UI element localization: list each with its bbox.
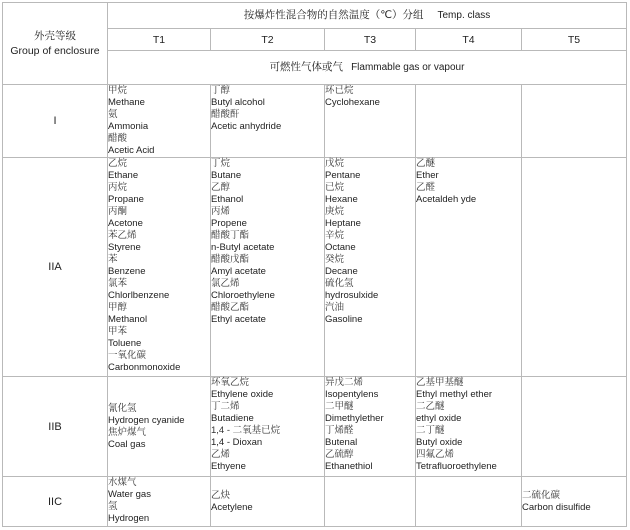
gas-name-cn: 醋酸乙酯 (211, 302, 250, 313)
gas-cell (211, 377, 325, 477)
gas-name-en: Butyl alcohol (211, 97, 265, 108)
gas-name-cn: 醋酸丁酯 (211, 230, 250, 241)
gas-cell (211, 85, 325, 158)
group-label: IIB (3, 377, 108, 477)
gas-name-en: Coal gas (108, 438, 146, 450)
gas-name-en: 1,4 - Dioxan (211, 437, 263, 448)
gas-name-en: hydrosulxide (325, 290, 379, 301)
gas-name-cn: 辛烷 (325, 230, 345, 241)
gas-name-cn: 二乙醚 (416, 401, 445, 412)
gas-name-cn: 庚烷 (325, 206, 345, 217)
class-header-t4: T4 (416, 29, 522, 51)
gas-name-cn: 醋酸戊酯 (211, 254, 250, 265)
gas-name-en: Methane (108, 97, 145, 108)
gas-cell (108, 377, 211, 477)
gas-name-en: Chlorlbenzene (108, 290, 170, 301)
gas-name-cn: 丙烯 (211, 206, 231, 217)
gas-name-en: Gasoline (325, 314, 363, 325)
gas-name-en: Toluene (108, 338, 142, 349)
gas-name-en: Propane (108, 194, 144, 205)
class-header-t3: T3 (325, 29, 416, 51)
gas-name-en: Butyl oxide (416, 437, 463, 448)
gas-name-en: Ethyene (211, 461, 246, 472)
gas-name-cn: 乙烷 (108, 158, 128, 169)
gas-name-en: Hydrogen cyanide (108, 414, 185, 426)
gas-name-en: Butane (211, 170, 242, 181)
group-header (3, 3, 108, 85)
gas-name-cn: 异戊二烯 (325, 377, 364, 388)
gas-cell (325, 85, 416, 158)
gas-name-cn: 硫化氢 (325, 278, 354, 289)
gas-name-en: Heptane (325, 218, 361, 229)
gas-cell (108, 158, 211, 377)
gas-name-en: Decane (325, 266, 358, 277)
gas-name-cn: 环已烷 (325, 85, 354, 96)
gas-name-en: Propene (211, 218, 247, 229)
class-header-t2: T2 (211, 29, 325, 51)
gas-name-cn: 丁烷 (211, 158, 231, 169)
gas-name-cn: 汽油 (325, 302, 345, 313)
gas-name-en: Hydrogen (108, 513, 150, 524)
gas-name-en: Acetylene (211, 501, 253, 513)
gas-name-cn: 氯乙烯 (211, 278, 240, 289)
gas-name-cn: 水煤气 (108, 477, 137, 488)
gas-classification-table (2, 2, 627, 527)
gas-name-en: Acetaldeh yde (416, 194, 477, 205)
gas-name-cn: 焦炉煤气 (108, 426, 147, 438)
gas-name-cn: 氢 (108, 501, 118, 512)
flammable-gas-header (108, 51, 627, 85)
gas-cell (416, 477, 522, 527)
temp-class-header (108, 3, 627, 29)
sub-header-cn: 可燃性气体或气 (269, 61, 344, 73)
gas-name-en: Isopentylens (325, 389, 379, 400)
group-label: IIC (3, 477, 108, 527)
gas-name-en: Ethanol (211, 194, 244, 205)
gas-name-cn: 丙酮 (108, 206, 128, 217)
gas-name-cn: 丁烯醛 (325, 425, 354, 436)
group-row-iib (3, 377, 627, 477)
gas-cell (416, 158, 522, 377)
gas-cell (416, 377, 522, 477)
gas-name-en: Ammonia (108, 121, 149, 132)
gas-name-en: Acetic anhydride (211, 121, 282, 132)
gas-name-en: Carbonmonoxide (108, 362, 181, 373)
gas-name-cn: 乙醛 (416, 182, 436, 193)
gas-name-cn: 四氟乙烯 (416, 449, 455, 460)
gas-name-cn: 苯 (108, 254, 118, 265)
gas-name-en: ethyl oxide (416, 413, 462, 424)
gas-cell (522, 377, 627, 477)
gas-name-cn: 氨 (108, 109, 118, 120)
temp-header-en: Temp. class (437, 10, 491, 21)
gas-name-cn: 癸烷 (325, 254, 345, 265)
gas-name-en: Hexane (325, 194, 358, 205)
gas-name-cn: 乙醇 (211, 182, 231, 193)
gas-cell (522, 85, 627, 158)
gas-name-cn: 二甲醚 (325, 401, 354, 412)
gas-name-cn: 乙基甲基醚 (416, 377, 464, 388)
gas-cell (325, 158, 416, 377)
gas-name-cn: 氯苯 (108, 278, 128, 289)
gas-name-en: Ether (416, 170, 439, 181)
gas-cell (522, 477, 627, 527)
gas-name-cn: 一氧化碳 (108, 350, 147, 361)
gas-name-en: Styrene (108, 242, 141, 253)
gas-name-cn: 甲烷 (108, 85, 128, 96)
gas-name-cn: 甲醇 (108, 302, 128, 313)
gas-cell (211, 477, 325, 527)
gas-cell (416, 85, 522, 158)
gas-name-cn: 丁二烯 (211, 401, 240, 412)
group-label: IIA (3, 158, 108, 377)
gas-name-en: Pentane (325, 170, 361, 181)
gas-cell (211, 158, 325, 377)
group-row-i (3, 85, 627, 158)
gas-name-en: Amyl acetate (211, 266, 266, 277)
gas-name-cn: 1,4 - 二氧基已烷 (211, 425, 281, 436)
gas-name-en: Methanol (108, 314, 148, 325)
gas-name-en: Tetrafluoroethylene (416, 461, 497, 472)
gas-name-en: Cyclohexane (325, 97, 380, 108)
gas-name-en: Ethanethiol (325, 461, 373, 472)
gas-cell (522, 158, 627, 377)
gas-name-cn: 二丁醚 (416, 425, 445, 436)
temp-header-cn: 按爆炸性混合物的自然温度（℃）分组 (243, 9, 424, 21)
gas-name-en: Chloroethylene (211, 290, 275, 301)
gas-cell (108, 477, 211, 527)
gas-name-en: Ethylene oxide (211, 389, 274, 400)
gas-name-en: Ethyl methyl ether (416, 389, 493, 400)
gas-name-en: Ethane (108, 170, 139, 181)
gas-name-en: Butadiene (211, 413, 254, 424)
gas-name-en: Ethyl acetate (211, 314, 266, 325)
gas-name-cn: 丁醇 (211, 85, 231, 96)
group-row-iia (3, 158, 627, 377)
gas-name-en: Benzene (108, 266, 146, 277)
gas-name-cn: 已烷 (325, 182, 345, 193)
gas-name-cn: 醋酸酐 (211, 109, 240, 120)
gas-name-cn: 二硫化碳 (522, 489, 561, 501)
class-header-t5: T5 (522, 29, 627, 51)
group-header-cn: 外壳等级 (34, 29, 76, 42)
gas-name-en: Acetic Acid (108, 145, 155, 156)
gas-cell (108, 85, 211, 158)
gas-name-cn: 氰化氢 (108, 402, 137, 414)
gas-name-cn: 乙烯 (211, 449, 231, 460)
gas-name-cn: 丙烷 (108, 182, 128, 193)
group-row-iic (3, 477, 627, 527)
gas-name-en: Octane (325, 242, 356, 253)
gas-name-cn: 环氧乙烷 (211, 377, 250, 388)
gas-name-cn: 醋酸 (108, 133, 128, 144)
gas-name-en: Water gas (108, 489, 151, 500)
gas-name-cn: 乙炔 (211, 489, 231, 501)
gas-name-en: Butenal (325, 437, 358, 448)
gas-name-en: Dimethylether (325, 413, 384, 424)
group-label: I (3, 85, 108, 158)
class-header-t1: T1 (108, 29, 211, 51)
gas-name-cn: 乙硫醇 (325, 449, 354, 460)
gas-name-cn: 乙醚 (416, 158, 436, 169)
gas-name-cn: 戊烷 (325, 158, 345, 169)
gas-cell (325, 477, 416, 527)
group-header-en: Group of enclosure (10, 44, 100, 57)
gas-name-en: n-Butyl acetate (211, 242, 275, 253)
sub-header-en: Flammable gas or vapour (351, 62, 465, 73)
gas-name-cn: 苯乙烯 (108, 230, 137, 241)
gas-name-cn: 甲苯 (108, 326, 128, 337)
gas-name-en: Acetone (108, 218, 143, 229)
gas-cell (325, 377, 416, 477)
gas-name-en: Carbon disulfide (522, 501, 591, 513)
